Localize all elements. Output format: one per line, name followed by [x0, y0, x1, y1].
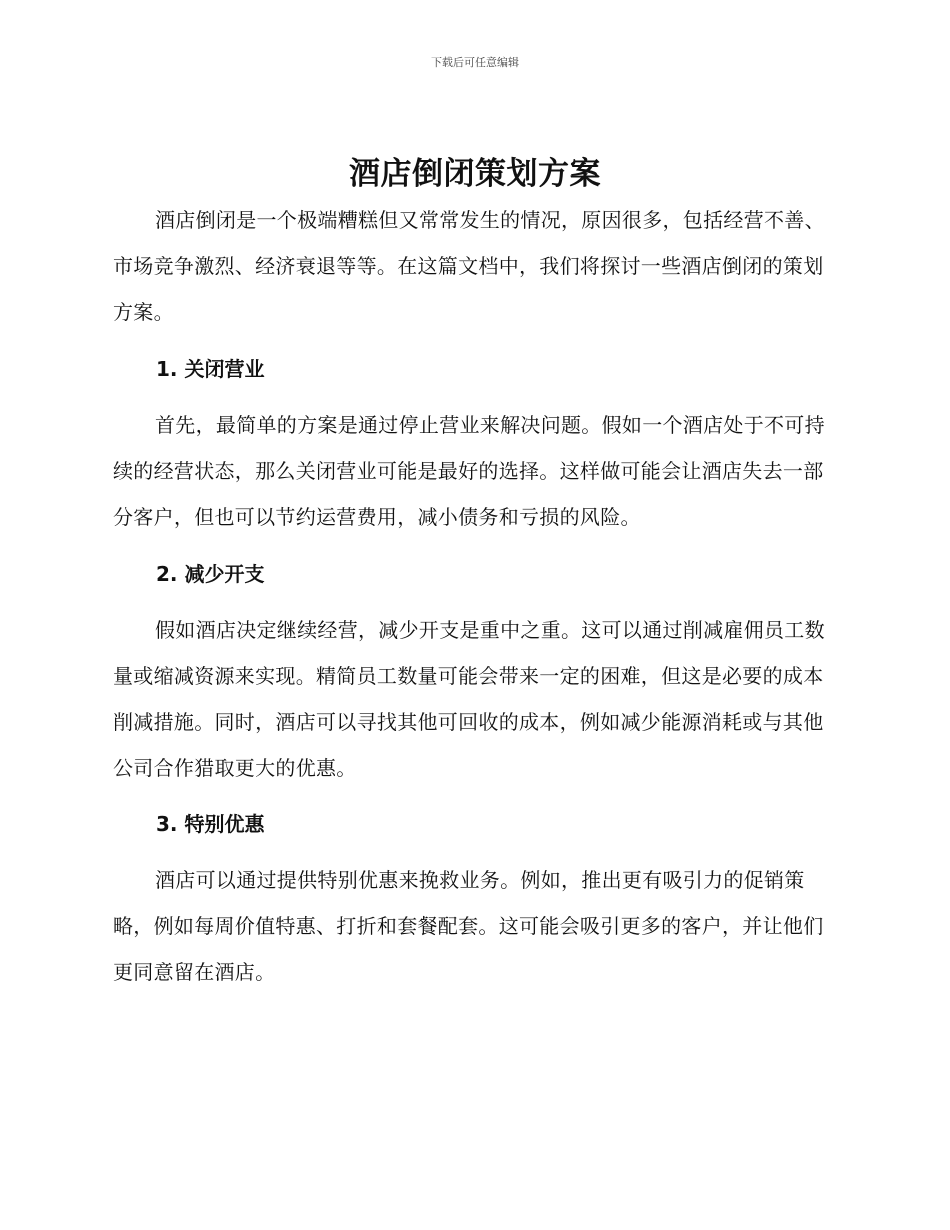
page-header-note: 下载后可任意编辑 — [431, 56, 519, 69]
section-heading-special-offers: 3. 特别优惠 — [156, 812, 265, 836]
document-title: 酒店倒闭策划方案 — [349, 156, 601, 192]
section-body-close-business: 首先，最简单的方案是通过停止营业来解决问题。假如一个酒店处于不可持续的经营状态，那么关闭营业可能是最好的选择。这样做可能会让酒店失去一部分客户，但也可以节约运营费用，减小债务和亏损的风险。 — [113, 413, 825, 529]
section-heading-reduce-costs: 2. 减少开支 — [156, 562, 265, 586]
intro-paragraph: 酒店倒闭是一个极端糟糕但又常常发生的情况，原因很多，包括经营不善、市场竞争激烈、经济衰退等等。在这篇文档中，我们将探讨一些酒店倒闭的策划方案。 — [113, 208, 825, 324]
section-body-special-offers: 酒店可以通过提供特别优惠来挽救业务。例如，推出更有吸引力的促销策略，例如每周价值特惠、打折和套餐配套。这可能会吸引更多的客户，并让他们更同意留在酒店。 — [113, 868, 824, 984]
section-body-reduce-costs: 假如酒店决定继续经营，减少开支是重中之重。这可以通过削减雇佣员工数量或缩减资源来实现。精简员工数量可能会带来一定的困难，但这是必要的成本削减措施。同时，酒店可以寻找其他可回收的成本，例如减少能源消耗或与其他公司合作猎取更大的优惠。 — [113, 618, 825, 780]
section-heading-close-business: 1. 关闭营业 — [156, 357, 265, 381]
